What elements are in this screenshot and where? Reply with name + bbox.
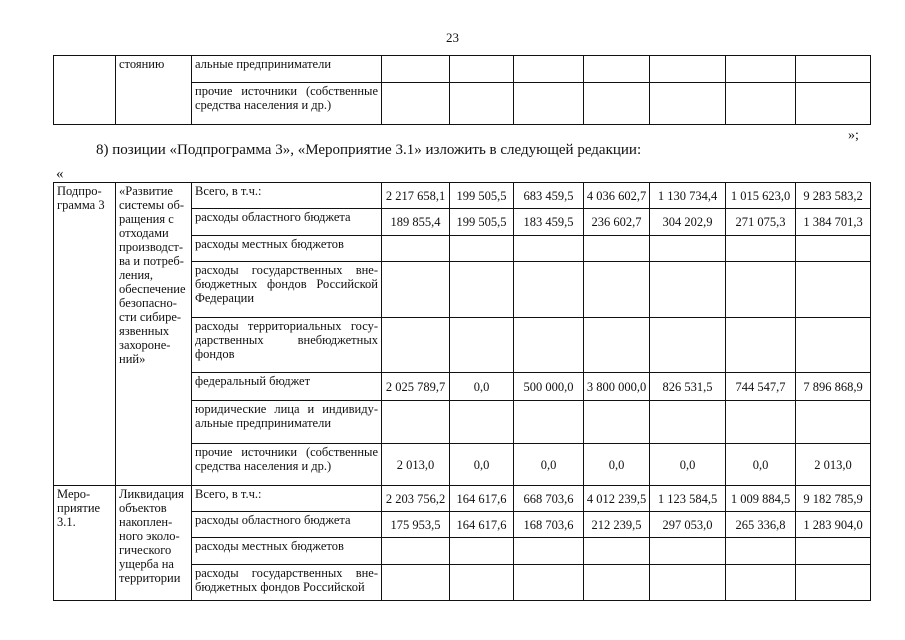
value-cell: [450, 565, 514, 601]
value-cell: [514, 538, 584, 565]
value-cell: 9 283 583,2: [796, 183, 871, 209]
value-cell: [514, 236, 584, 262]
value-cell: [796, 236, 871, 262]
value-cell: 2 013,0: [796, 444, 871, 486]
value-cell: 2 025 789,7: [382, 373, 450, 401]
value-cell: 0,0: [450, 373, 514, 401]
subprogram-description: «Развитие системы об-ращения с отходами производст-ва и потреб-ления, обеспечение безопасно-сти сибире-язвенных захороне-ний»: [116, 183, 192, 486]
value-cell: 2 203 756,2: [382, 486, 450, 512]
value-cell: 164 617,6: [450, 512, 514, 538]
value-cell: 4 012 239,5: [584, 486, 650, 512]
value-cell: 265 336,8: [726, 512, 796, 538]
measure-name: Меро-приятие 3.1.: [54, 486, 116, 601]
source-label: расходы государственных вне-бюджетных фондов Российской: [192, 565, 382, 601]
value-cell: 189 855,4: [382, 209, 450, 236]
value-cell: 0,0: [450, 444, 514, 486]
value-cell: [514, 565, 584, 601]
value-cell: [726, 401, 796, 444]
value-cell: 668 703,6: [514, 486, 584, 512]
value-cell: 0,0: [726, 444, 796, 486]
value-cell: 1 123 584,5: [650, 486, 726, 512]
value-cell: 212 239,5: [584, 512, 650, 538]
value-cell: [796, 401, 871, 444]
value-cell: 744 547,7: [726, 373, 796, 401]
source-label: расходы государственных вне-бюджетных фондов Российской Федерации: [192, 262, 382, 318]
page-number: 23: [446, 30, 459, 45]
value-cell: [726, 236, 796, 262]
source-label: расходы областного бюджета: [192, 512, 382, 538]
source-label: расходы территориальных госу-дарственных внебюджетных фондов: [192, 318, 382, 373]
value-cell: [514, 401, 584, 444]
source-label: федеральный бюджет: [192, 373, 382, 401]
value-cell: [726, 565, 796, 601]
value-cell: 7 896 868,9: [796, 373, 871, 401]
value-cell: [450, 318, 514, 373]
value-cell: 1 384 701,3: [796, 209, 871, 236]
value-cell: [584, 318, 650, 373]
value-cell: [382, 318, 450, 373]
subprogram-cell: [54, 56, 116, 125]
value-cell: [382, 565, 450, 601]
source-label: юридические лица и индивиду-альные предприниматели: [192, 401, 382, 444]
source-label: альные предприниматели: [192, 56, 382, 83]
value-cell: [650, 236, 726, 262]
value-cell: [382, 236, 450, 262]
value-cell: [382, 401, 450, 444]
value-cell: 183 459,5: [514, 209, 584, 236]
value-cell: [382, 262, 450, 318]
value-cell: 500 000,0: [514, 373, 584, 401]
value-cell: [650, 565, 726, 601]
description-cell: стоянию: [116, 56, 192, 125]
value-cell: 297 053,0: [650, 512, 726, 538]
source-label: прочие источники (собственные средства населения и др.): [192, 83, 382, 125]
value-cell: [382, 538, 450, 565]
value-cell: 304 202,9: [650, 209, 726, 236]
value-cell: [584, 236, 650, 262]
value-cell: 0,0: [514, 444, 584, 486]
value-cell: [514, 262, 584, 318]
value-cell: 3 800 000,0: [584, 373, 650, 401]
amendment-instruction: 8) позиции «Подпрограмма 3», «Мероприятие 3.1» изложить в следующей редакции:: [96, 142, 642, 158]
value-cell: [796, 318, 871, 373]
value-cell: 1 283 904,0: [796, 512, 871, 538]
value-cell: 199 505,5: [450, 209, 514, 236]
value-cell: [650, 538, 726, 565]
value-cell: [450, 236, 514, 262]
value-cell: 271 075,3: [726, 209, 796, 236]
budget-table: [53, 182, 871, 601]
table-row: [54, 183, 871, 209]
value-cell: 175 953,5: [382, 512, 450, 538]
measure-description: Ликвидация объектов накоплен-ного эколо-гического ущерба на территории: [116, 486, 192, 601]
value-cell: 9 182 785,9: [796, 486, 871, 512]
value-cell: [450, 538, 514, 565]
source-label: расходы местных бюджетов: [192, 538, 382, 565]
value-cell: [584, 538, 650, 565]
value-cell: 1 015 623,0: [726, 183, 796, 209]
value-cell: [584, 262, 650, 318]
value-cell: [726, 262, 796, 318]
source-label: расходы областного бюджета: [192, 209, 382, 236]
source-label: прочие источники (собственные средства населения и др.): [192, 444, 382, 486]
table-row: [54, 56, 871, 83]
value-cell: 2 013,0: [382, 444, 450, 486]
value-cell: [796, 538, 871, 565]
value-cell: 0,0: [584, 444, 650, 486]
value-cell: 1 009 884,5: [726, 486, 796, 512]
value-cell: [796, 565, 871, 601]
previous-table-fragment: [53, 55, 871, 125]
value-cell: [650, 262, 726, 318]
value-cell: [450, 401, 514, 444]
table-row: [54, 486, 871, 512]
value-cell: 4 036 602,7: [584, 183, 650, 209]
value-cell: [650, 318, 726, 373]
closing-quote: »;: [848, 128, 859, 143]
value-cell: 168 703,6: [514, 512, 584, 538]
value-cell: [514, 318, 584, 373]
value-cell: 164 617,6: [450, 486, 514, 512]
opening-quote: «: [56, 166, 64, 182]
value-cell: [650, 401, 726, 444]
value-cell: 199 505,5: [450, 183, 514, 209]
value-cell: 683 459,5: [514, 183, 584, 209]
value-cell: [584, 401, 650, 444]
value-cell: 236 602,7: [584, 209, 650, 236]
value-cell: [726, 318, 796, 373]
value-cell: 1 130 734,4: [650, 183, 726, 209]
value-cell: [450, 262, 514, 318]
source-label: расходы местных бюджетов: [192, 236, 382, 262]
value-cell: [726, 538, 796, 565]
value-cell: [796, 262, 871, 318]
value-cell: [584, 565, 650, 601]
value-cell: 2 217 658,1: [382, 183, 450, 209]
source-label: Всего, в т.ч.:: [192, 486, 382, 512]
value-cell: 826 531,5: [650, 373, 726, 401]
subprogram-name: Подпро-грамма 3: [54, 183, 116, 486]
source-label: Всего, в т.ч.:: [192, 183, 382, 209]
value-cell: 0,0: [650, 444, 726, 486]
